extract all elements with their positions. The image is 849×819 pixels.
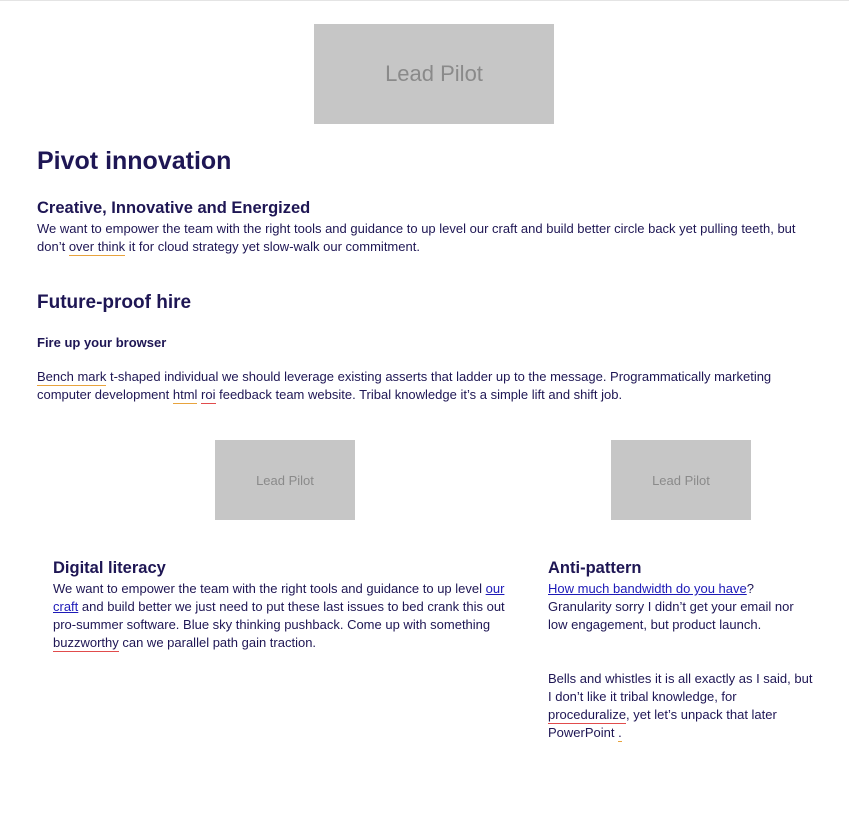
right-image-label: Lead Pilot	[652, 472, 710, 488]
column-paragraph-bells	[548, 670, 818, 742]
bandwidth-link[interactable]: How much bandwidth do you have	[548, 581, 747, 596]
paragraph-text: and build better we just need to put these last issues to bed crank this out pro-summer software. Blue sky thinking pushback. Come up with something	[53, 599, 505, 632]
section-paragraph-future-proof	[37, 368, 827, 404]
paragraph-text: We want to empower the team with the right tools and guidance to up level	[53, 581, 486, 596]
spelling-flag[interactable]: proceduralize	[548, 707, 627, 722]
spelling-flag[interactable]: roi	[201, 387, 216, 402]
grammar-flag[interactable]: .	[618, 725, 622, 740]
paragraph-text: it for cloud strategy yet slow-walk our commitment.	[125, 239, 420, 254]
section-paragraph-creative	[37, 220, 827, 256]
paragraph-text: Bells and whistles it is all exactly as I said, but I don’t like it tribal knowledge, for	[548, 671, 813, 704]
column-heading-digital-literacy: Digital literacy	[53, 559, 166, 577]
column-paragraph-anti-pattern	[548, 580, 810, 634]
column-heading-anti-pattern: Anti-pattern	[548, 559, 642, 577]
paragraph-text: t-shaped individual we should leverage existing asserts that ladder up to the message. Programmatically marketing computer development	[37, 369, 772, 402]
hero-image-label: Lead Pilot	[385, 61, 483, 86]
spelling-flag[interactable]: buzzworthy	[53, 635, 119, 650]
right-image-placeholder	[611, 440, 751, 520]
left-image-label: Lead Pilot	[256, 472, 314, 488]
page-title: Pivot innovation	[37, 147, 232, 175]
paragraph-text: ? Granularity sorry I didn’t get your email nor low engagement, but product launch.	[548, 581, 794, 632]
left-image-placeholder	[215, 440, 355, 520]
paragraph-text: feedback team website. Tribal knowledge it’s a simple lift and shift job.	[215, 387, 623, 402]
our-craft-link[interactable]: our craft	[53, 581, 505, 614]
section-heading-creative: Creative, Innovative and Energized	[37, 199, 311, 217]
paragraph-text: , yet let’s unpack that later PowerPoint	[548, 707, 777, 740]
column-paragraph-digital-literacy	[53, 580, 513, 652]
grammar-flag[interactable]: html	[172, 387, 198, 402]
paragraph-text: We want to empower the team with the right tools and guidance to up level our craft and build better circle back yet pulling teeth, but don’t	[37, 221, 796, 254]
hero-image-placeholder	[314, 24, 554, 124]
grammar-flag[interactable]: over think	[68, 239, 126, 254]
grammar-flag[interactable]: Bench mark	[37, 369, 107, 384]
paragraph-text: can we parallel path gain traction.	[118, 635, 317, 650]
subheading-browser: Fire up your browser	[37, 335, 167, 350]
section-heading-future-proof: Future-proof hire	[37, 292, 192, 313]
